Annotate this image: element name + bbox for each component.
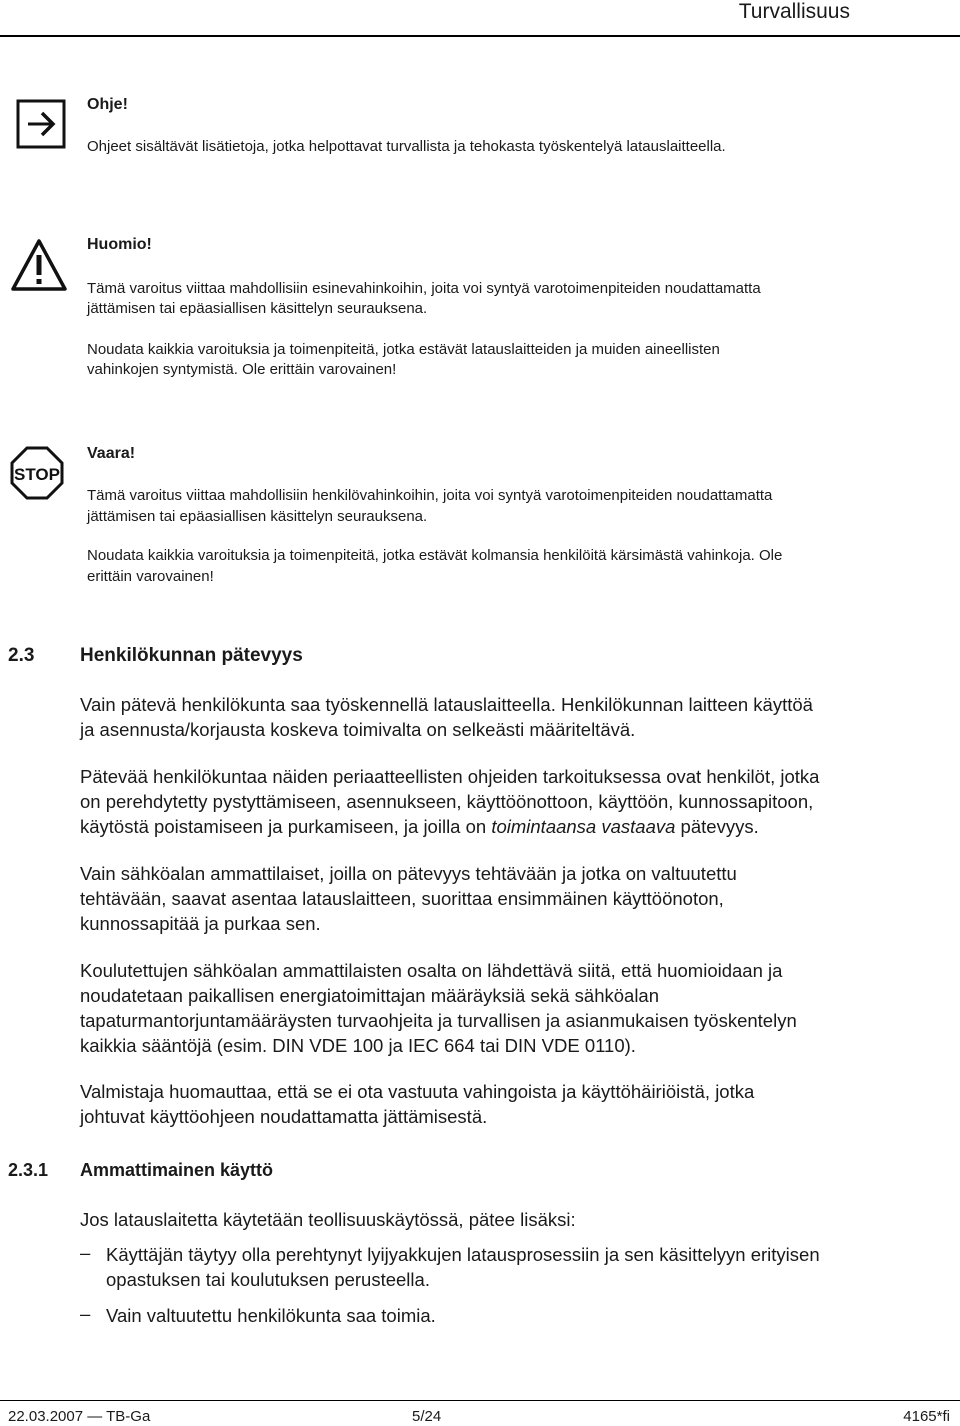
ohje-title: Ohje! [87,96,128,113]
huomio-p1-line1: Tämä varoitus viittaa mahdollisiin esinevahinkoihin, joita voi syntyä varotoimenpiteiden noudattamatta [87,280,761,297]
vaara-p1-line2: jättämisen tai epäasiallisen käsittelyn seurauksena. [87,508,428,525]
footer-page-number: 5/24 [412,1408,442,1425]
paragraph-line: noudatetaan paikallisen energiatoimittajan määräyksiä sekä sähköalan [80,985,660,1006]
subsection-intro: Jos latauslaitetta käytetään teollisuuskäytössä, pätee lisäksi: [80,1209,576,1230]
text-run: käytöstä poistamiseen ja purkamiseen, ja joilla on [80,816,492,837]
text-run: pätevyys. [675,816,759,837]
page-header-title: Turvallisuus [738,0,850,23]
paragraph-line: kaikkia sääntöjä (esim. DIN VDE 100 ja IEC 664 tai DIN VDE 0110). [80,1035,636,1056]
footer-divider [0,1400,960,1401]
ohje-text: Ohjeet sisältävät lisätietoja, jotka helpottavat turvallista ja tehokasta työskentelyä latauslaitteella. [87,138,726,155]
vaara-p2-line1: Noudata kaikkia varoituksia ja toimenpiteitä, jotka estävät kolmansia henkilöitä kärsimästä vahinkoja. Ole [87,547,783,564]
huomio-p1-line2: jättämisen tai epäasiallisen käsittelyn seurauksena. [87,300,428,317]
paragraph-line: tapaturmantorjuntamääräysten turvaohjeita ja turvallisen ja asianmukaisen työskentelyn [80,1010,797,1031]
header-divider [0,35,960,37]
section-number: 2.3 [8,645,35,666]
paragraph-line: tehtävään, saavat asentaa latauslaitteen, suorittaa ensimmäinen käyttöönoton, [80,888,724,909]
vaara-p2-line2: erittäin varovainen! [87,568,214,585]
warning-triangle-icon [10,238,68,292]
stop-sign-icon [10,446,64,500]
huomio-title: Huomio! [87,236,152,253]
bullet-dash: – [80,1303,91,1324]
huomio-p2-line1: Noudata kaikkia varoituksia ja toimenpiteitä, jotka estävät latauslaitteiden ja muiden aineellisten [87,341,720,358]
paragraph-line: ja asennusta/korjausta koskeva toimivalta on selkeästi määriteltävä. [80,719,636,740]
bullet-dash: – [80,1242,91,1263]
paragraph-line: johtuvat käyttöohjeen noudattamatta jättämisestä. [80,1106,488,1127]
paragraph-line: Pätevää henkilökuntaa näiden periaatteellisten ohjeiden tarkoituksessa ovat henkilöt, jotka [80,766,820,787]
subsection-number: 2.3.1 [8,1160,49,1180]
paragraph-line: on perehdytetty pystyttämiseen, asennukseen, käyttöönottoon, käyttöön, kunnossapitoon, [80,791,814,812]
section-title: Henkilökunnan pätevyys [80,645,303,666]
footer-document-code: 4165*fi [903,1408,950,1425]
stop-sign-label: STOP [14,465,60,484]
paragraph-line [80,814,759,839]
vaara-title: Vaara! [87,445,136,462]
paragraph-line: Valmistaja huomauttaa, että se ei ota vastuuta vahingoista ja käyttöhäiriöistä, jotka [80,1081,755,1102]
vaara-p1-line1: Tämä varoitus viittaa mahdollisiin henkilövahinkoihin, joita voi syntyä varotoimenpiteiden noudattamatta [87,487,773,504]
bullet-line: opastuksen tai koulutuksen perusteella. [106,1269,430,1290]
subsection-title: Ammattimainen käyttö [80,1160,274,1180]
paragraph-line: Vain sähköalan ammattilaiset, joilla on pätevyys tehtävään ja jotka on valtuutettu [80,863,737,884]
footer-date-ref: 22.03.2007 — TB-Ga [8,1408,151,1425]
paragraph-line: Koulutettujen sähköalan ammattilaisten osalta on lähdettävä siitä, että huomioidaan ja [80,960,783,981]
paragraph-line: Vain pätevä henkilökunta saa työskennellä latauslaitteella. Henkilökunnan laitteen käyttöä [80,694,813,715]
bullet-line: Käyttäjän täytyy olla perehtynyt lyijyakkujen latausprosessiin ja sen käsittelyyn erityisen [106,1244,820,1265]
emphasis-text: toimintaansa vastaava [491,816,676,837]
huomio-p2-line2: vahinkojen syntymistä. Ole erittäin varovainen! [87,361,397,378]
bullet-line: Vain valtuutettu henkilökunta saa toimia. [106,1305,436,1326]
arrow-right-box-icon [16,99,66,149]
paragraph-line: kunnossapitää ja purkaa sen. [80,913,321,934]
